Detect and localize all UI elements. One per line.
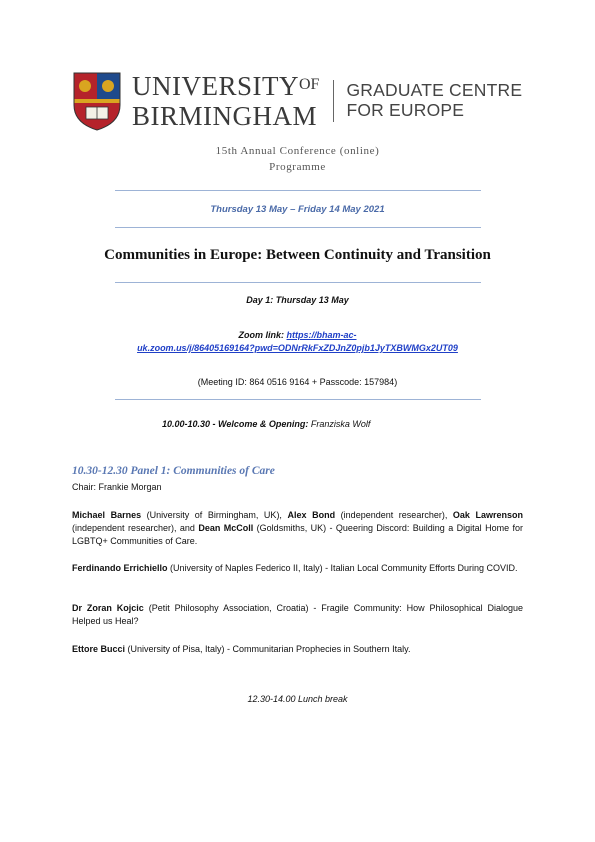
talk-text: (independent researcher), and xyxy=(72,523,199,533)
speaker-name: Alex Bond xyxy=(287,510,336,520)
divider xyxy=(115,227,481,228)
divider xyxy=(115,399,481,400)
talk-text: (University of Pisa, Italy) - Communitarian Prophecies in Southern Italy. xyxy=(125,644,411,654)
speaker-name: Ettore Bucci xyxy=(72,644,126,654)
conference-dates: Thursday 13 May – Friday 14 May 2021 xyxy=(210,204,385,215)
divider xyxy=(115,190,481,191)
zoom-link[interactable]: https://bham-ac- xyxy=(286,330,357,340)
meeting-info: (Meeting ID: 864 0516 9164 + Passcode: 157984) xyxy=(197,377,398,387)
talk-item xyxy=(72,643,523,656)
talk-text: (University of Birmingham, UK), xyxy=(141,510,288,520)
speaker-name: Dr Zoran Kojcic xyxy=(72,603,144,613)
zoom-label: Zoom link: xyxy=(238,330,284,340)
zoom-link-cont[interactable]: uk.zoom.us/j/86405169164?pwd=ODNrRkFxZDJnZ0pjb1JyTXBWMGx2UT09 xyxy=(137,343,458,353)
header-divider xyxy=(333,80,334,122)
zoom-link-block xyxy=(0,329,595,355)
day-heading: Day 1: Thursday 13 May xyxy=(246,295,349,305)
talk-item xyxy=(72,602,523,628)
conference-subtitle: 15th Annual Conference (online) Programme xyxy=(215,145,380,173)
talk-text: (Goldsmiths, UK) - Queering Discord: Building a Digital Home for LGBTQ+ Communities of Care. xyxy=(72,523,523,546)
header-logo xyxy=(72,70,524,132)
speaker-name: Dean McColl xyxy=(198,523,254,533)
panel-chair: Chair: Frankie Morgan xyxy=(72,482,162,492)
centre-name: GRADUATE CENTRE FOR EUROPE xyxy=(346,80,523,120)
talk-text: (Petit Philosophy Association, Croatia) - Fragile Community: How Philosophical Dialogue Helped us Heal? xyxy=(72,603,523,626)
speaker-name: Oak Lawrenson xyxy=(452,510,524,520)
talk-text: (independent researcher), xyxy=(335,510,453,520)
panel-heading: 10.30-12.30 Panel 1: Communities of Care xyxy=(72,465,275,477)
speaker-name: Ferdinando Errichiello xyxy=(72,563,168,573)
divider xyxy=(115,282,481,283)
university-name: $UNIVERSITY^{OF}$ BIRMINGHAM xyxy=(132,70,320,131)
talk-text: (University of Naples Federico II, Italy) - Italian Local Community Efforts During COVID. xyxy=(167,563,518,573)
talk-item xyxy=(72,562,523,575)
university-crest-icon xyxy=(72,71,122,131)
lunch-break: 12.30-14.00 Lunch break xyxy=(247,694,348,704)
conference-title: Communities in Europe: Between Continuity and Transition xyxy=(104,247,491,263)
talk-item xyxy=(72,509,523,548)
speaker-name: Michael Barnes xyxy=(72,510,142,520)
welcome-session: 10.00-10.30 - Welcome & Opening: Franziska Wolf xyxy=(162,419,371,429)
